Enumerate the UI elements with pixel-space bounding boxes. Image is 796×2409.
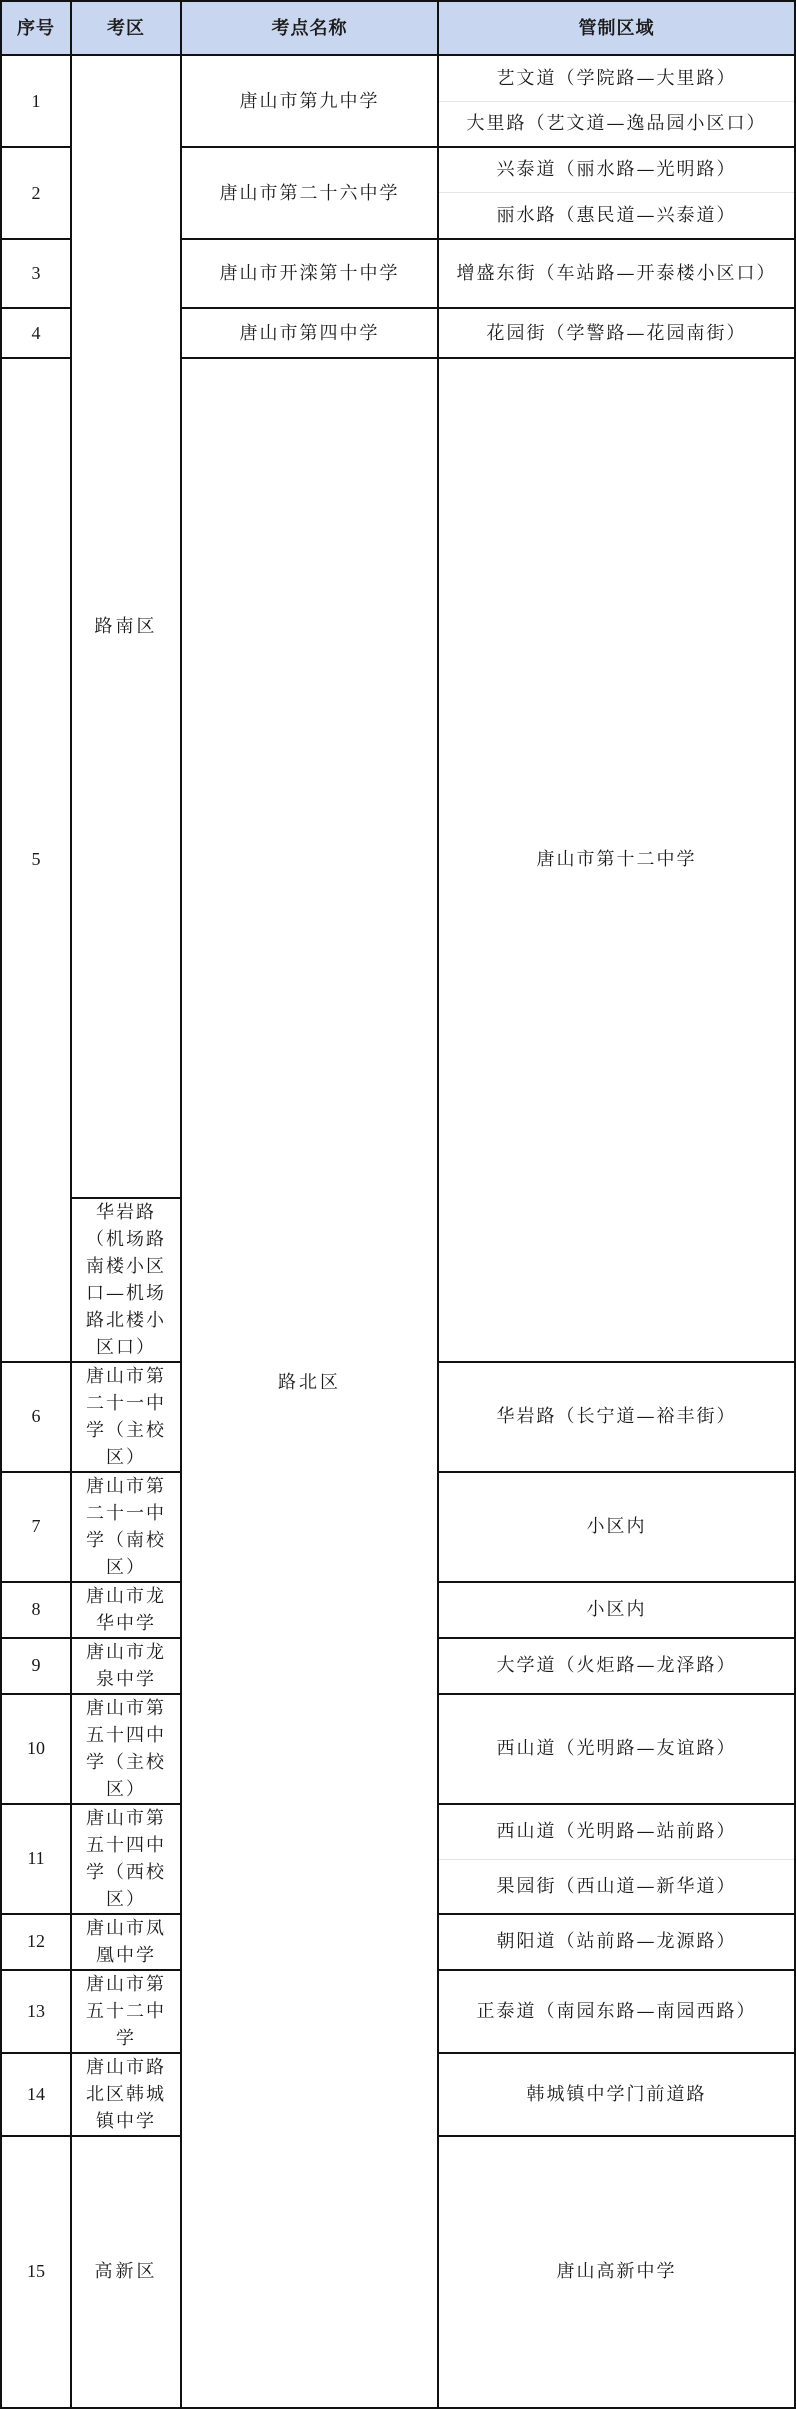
site-name: 唐山市第五十二中学 — [71, 1970, 181, 2053]
district-cell: 路北区 — [181, 358, 438, 2408]
row-seq: 8 — [1, 1582, 71, 1638]
site-name: 唐山市第二十一中学（主校区） — [71, 1362, 181, 1472]
row-seq: 15 — [1, 2136, 71, 2408]
site-name: 唐山市龙华中学 — [71, 1582, 181, 1638]
site-name: 唐山市第二十一中学（南校区） — [71, 1472, 181, 1582]
zone-cell: 兴泰道（丽水路—光明路） — [438, 147, 795, 192]
header-site: 考点名称 — [181, 1, 438, 55]
row-seq: 11 — [1, 1804, 71, 1914]
row-seq: 1 — [1, 55, 71, 147]
zone-cell: 华岩路（机场路南楼小区口—机场路北楼小区口） — [71, 1198, 181, 1362]
row-seq: 5 — [1, 358, 71, 1362]
row-seq: 6 — [1, 1362, 71, 1472]
header-district: 考区 — [71, 1, 181, 55]
row-seq: 9 — [1, 1638, 71, 1694]
row-seq: 10 — [1, 1694, 71, 1804]
site-name: 唐山市第五十四中学（西校区） — [71, 1804, 181, 1914]
zone-cell: 艺文道（学院路—大里路） — [438, 55, 795, 101]
header-zone: 管制区域 — [438, 1, 795, 55]
header-row — [1, 1, 795, 55]
row-seq: 13 — [1, 1970, 71, 2053]
zone-cell: 小区内 — [438, 1582, 795, 1638]
zone-cell: 果园街（西山道—新华道） — [438, 1859, 795, 1913]
table-row — [1, 55, 795, 101]
site-name: 唐山市龙泉中学 — [71, 1638, 181, 1694]
site-name: 唐山市开滦第十中学 — [181, 239, 438, 308]
zone-cell: 小区内 — [438, 1472, 795, 1582]
site-name: 唐山市第九中学 — [181, 55, 438, 147]
row-seq: 12 — [1, 1914, 71, 1970]
site-name: 唐山高新中学 — [438, 2136, 795, 2408]
row-seq: 7 — [1, 1472, 71, 1582]
zone-cell: 西山道（光明路—友谊路） — [438, 1694, 795, 1804]
zone-cell: 丽水路（惠民道—兴泰道） — [438, 192, 795, 239]
site-name: 唐山市路北区韩城镇中学 — [71, 2053, 181, 2136]
header-seq: 序号 — [1, 1, 71, 55]
zone-cell: 朝阳道（站前路—龙源路） — [438, 1914, 795, 1970]
zone-cell: 正泰道（南园东路—南园西路） — [438, 1970, 795, 2053]
district-cell: 高新区 — [71, 2136, 181, 2408]
site-name: 唐山市第五十四中学（主校区） — [71, 1694, 181, 1804]
zone-cell: 增盛东街（车站路—开泰楼小区口） — [438, 239, 795, 308]
zone-cell: 韩城镇中学门前道路 — [438, 2053, 795, 2136]
site-name: 唐山市第四中学 — [181, 308, 438, 358]
site-name: 唐山市第十二中学 — [438, 358, 795, 1362]
site-name: 唐山市第二十六中学 — [181, 147, 438, 239]
zone-cell: 华岩路（长宁道—裕丰街） — [438, 1362, 795, 1472]
site-name: 唐山市凤凰中学 — [71, 1914, 181, 1970]
zone-cell: 西山道（光明路—站前路） — [438, 1804, 795, 1860]
row-seq: 3 — [1, 239, 71, 308]
zone-cell: 大学道（火炬路—龙泽路） — [438, 1638, 795, 1694]
zone-cell: 花园街（学警路—花园南街） — [438, 308, 795, 358]
row-seq: 14 — [1, 2053, 71, 2136]
row-seq: 4 — [1, 308, 71, 358]
row-seq: 2 — [1, 147, 71, 239]
district-cell: 路南区 — [71, 55, 181, 1198]
zone-cell: 大里路（艺文道—逸品园小区口） — [438, 101, 795, 147]
